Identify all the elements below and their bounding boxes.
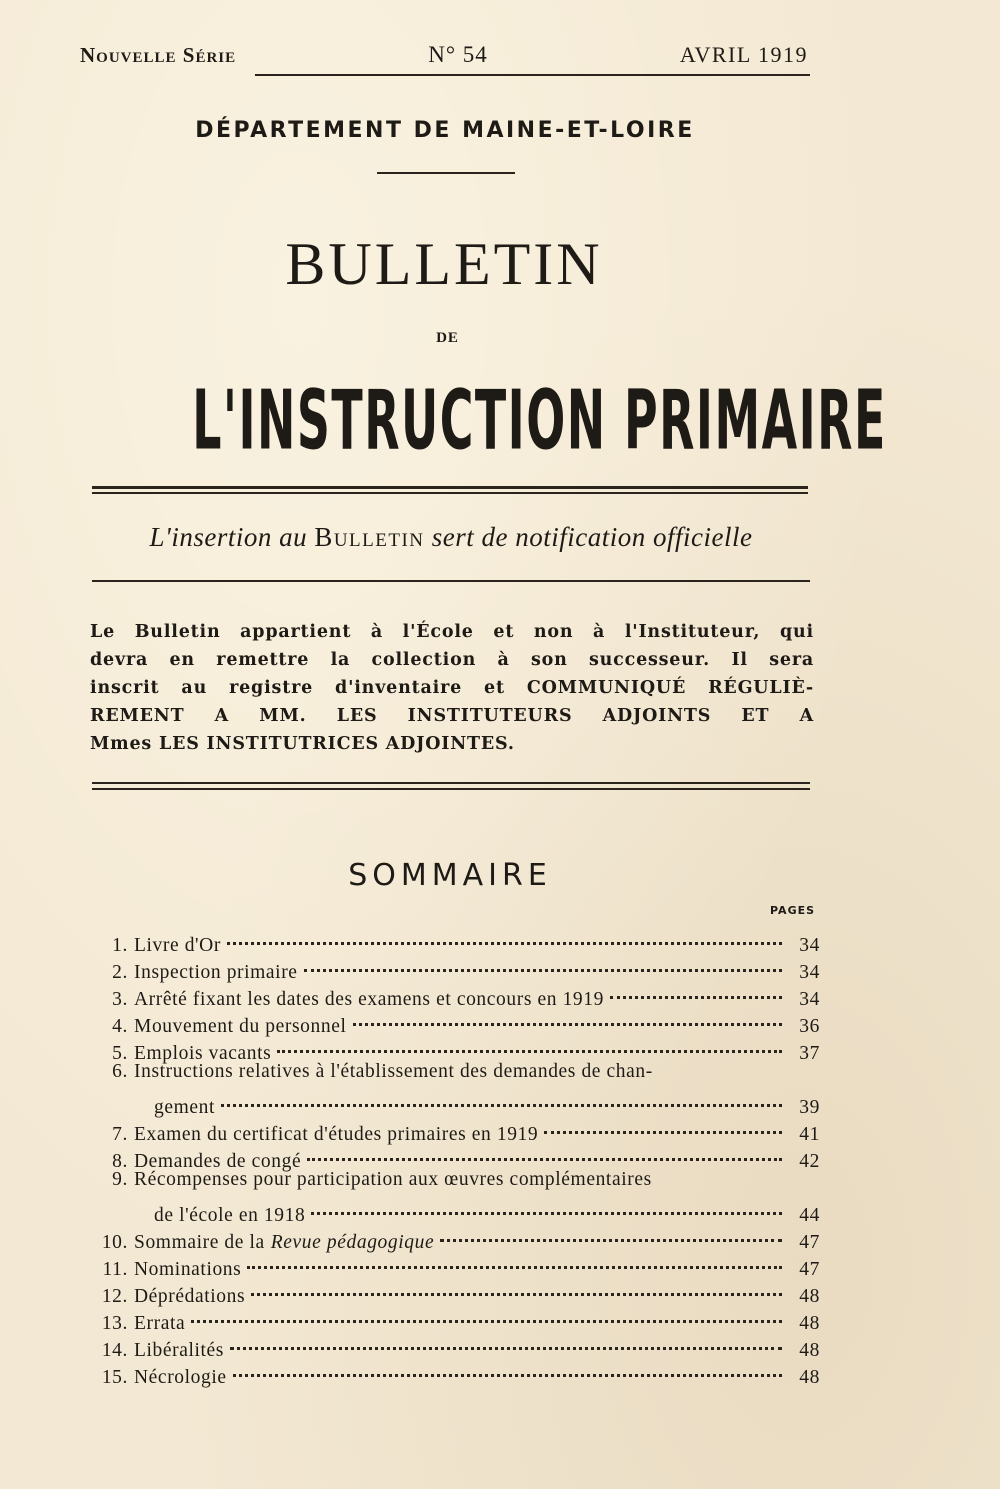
leader-dots <box>610 974 782 999</box>
toc-item-text: Nécrologie <box>134 1367 227 1388</box>
toc-item-number: 2. <box>112 962 128 983</box>
toc-item-number: 4. <box>112 1016 128 1037</box>
toc-item-page: 48 <box>799 1340 820 1361</box>
title-rule-bottom <box>92 492 808 494</box>
leader-dots <box>440 1217 782 1242</box>
toc-item-text: Emplois vacants <box>134 1043 272 1064</box>
toc-item-page: 39 <box>799 1097 820 1118</box>
leader-dots <box>221 1082 782 1107</box>
toc-item-page: 47 <box>799 1259 820 1280</box>
toc-item-text: Récompenses pour participation aux œuvres complémentaires <box>134 1169 652 1190</box>
toc-item-number: 14. <box>101 1340 128 1361</box>
issue-date: AVRIL 1919 <box>679 42 808 67</box>
header-rule <box>255 74 810 76</box>
toc-item-number: 1. <box>112 935 128 956</box>
toc-item-page: 34 <box>799 989 820 1010</box>
toc-item-text: gement <box>154 1097 215 1118</box>
instruction-primaire-title: L'INSTRUCTION PRIMAIRE <box>192 372 887 469</box>
leader-dots <box>304 947 782 972</box>
toc-item-text: Sommaire de la <box>134 1232 265 1253</box>
notice-part-2: Bulletin <box>314 522 425 552</box>
paragraph-line: inscrit au registre d'inventaire et COMMUNIQUÉ RÉGULIÈ- <box>90 678 814 698</box>
toc-item-page: 48 <box>799 1367 820 1388</box>
toc-item-page: 34 <box>799 935 820 956</box>
paragraph-line: Le Bulletin appartient à l'École et non à l'Instituteur, qui <box>90 622 814 642</box>
toc-item-text: Déprédations <box>134 1286 246 1307</box>
toc-item-page: 37 <box>799 1043 820 1064</box>
toc-item-number: 12. <box>101 1286 128 1307</box>
toc-item-number: 10. <box>101 1232 128 1253</box>
paragraph-rule-top <box>92 782 810 784</box>
toc-item-number: 7. <box>112 1124 128 1145</box>
toc-item-number: 11. <box>102 1259 128 1280</box>
leader-dots <box>233 1352 782 1377</box>
toc-item-page: 47 <box>799 1232 820 1253</box>
leader-dots <box>227 920 782 945</box>
toc-item-text: Libéralités <box>134 1340 224 1361</box>
ownership-paragraph <box>90 618 814 758</box>
sommaire-title: SOMMAIRE <box>348 858 552 893</box>
notification-notice <box>90 522 812 553</box>
toc-item-number: 8. <box>112 1151 128 1172</box>
leader-dots <box>544 1109 782 1134</box>
leader-dots <box>230 1325 782 1350</box>
toc-item-text: Livre d'Or <box>134 935 221 956</box>
title-rule-top <box>92 486 808 489</box>
paragraph-line: Mmes LES INSTITUTRICES ADJOINTES. <box>90 734 515 754</box>
series-label: Nouvelle Série <box>80 43 237 67</box>
leader-dots <box>277 1028 782 1053</box>
toc-item-text: Inspection primaire <box>134 962 298 983</box>
notice-part-3: sert de notification officielle <box>431 522 753 552</box>
toc-item-text: Mouvement du personnel <box>134 1016 347 1037</box>
bulletin-title: BULLETIN <box>285 231 603 297</box>
toc-item-text-italic: Revue pédagogique <box>270 1232 435 1253</box>
leader-dots <box>251 1271 782 1296</box>
toc-item-number: 15. <box>101 1367 128 1388</box>
toc-item-number: 9. <box>112 1169 128 1190</box>
toc-item <box>96 1142 820 1172</box>
toc-item-number: 5. <box>112 1043 128 1064</box>
toc-item-page: 36 <box>799 1016 820 1037</box>
department-rule <box>377 172 515 174</box>
leader-dots <box>353 1001 783 1026</box>
leader-dots <box>307 1136 782 1161</box>
issue-number: N° 54 <box>428 42 488 67</box>
toc-item-text: Nominations <box>134 1259 242 1280</box>
leader-dots <box>247 1244 782 1269</box>
toc-item-text: Errata <box>134 1313 186 1334</box>
toc-item-page: 48 <box>799 1313 820 1334</box>
toc-item-text: Examen du certificat d'études primaires en 1919 <box>134 1124 539 1145</box>
toc-item-number: 6. <box>112 1061 128 1082</box>
toc-item-page: 41 <box>799 1124 820 1145</box>
header-row <box>80 42 808 74</box>
title-de: DE <box>436 330 459 346</box>
pages-column-label: PAGES <box>770 904 816 917</box>
notice-rule <box>92 580 810 582</box>
leader-dots <box>191 1298 782 1323</box>
notice-part-1: L'insertion au <box>149 522 308 552</box>
toc-item-page: 42 <box>799 1151 820 1172</box>
toc-item-text: de l'école en 1918 <box>154 1205 306 1226</box>
toc-item-number: 13. <box>101 1313 128 1334</box>
toc-item-number: 3. <box>112 989 128 1010</box>
department-heading: DÉPARTEMENT DE MAINE-ET-LOIRE <box>195 118 695 143</box>
leader-dots <box>311 1190 782 1215</box>
toc-item-text: Arrêté fixant les dates des examens et concours en 1919 <box>134 989 604 1010</box>
toc-item-page: 34 <box>799 962 820 983</box>
toc-item-page: 44 <box>799 1205 820 1226</box>
toc-item-text: Instructions relatives à l'établissement des demandes de chan- <box>134 1061 653 1082</box>
paragraph-line: devra en remettre la collection à son successeur. Il sera <box>90 650 814 670</box>
toc-item-text: Demandes de congé <box>134 1151 302 1172</box>
paragraph-rule-bottom <box>92 788 810 790</box>
toc-item-page: 48 <box>799 1286 820 1307</box>
toc-item <box>96 1358 820 1388</box>
toc-item <box>96 1034 820 1064</box>
paragraph-line: REMENT A MM. LES INSTITUTEURS ADJOINTS ET A <box>90 706 814 726</box>
